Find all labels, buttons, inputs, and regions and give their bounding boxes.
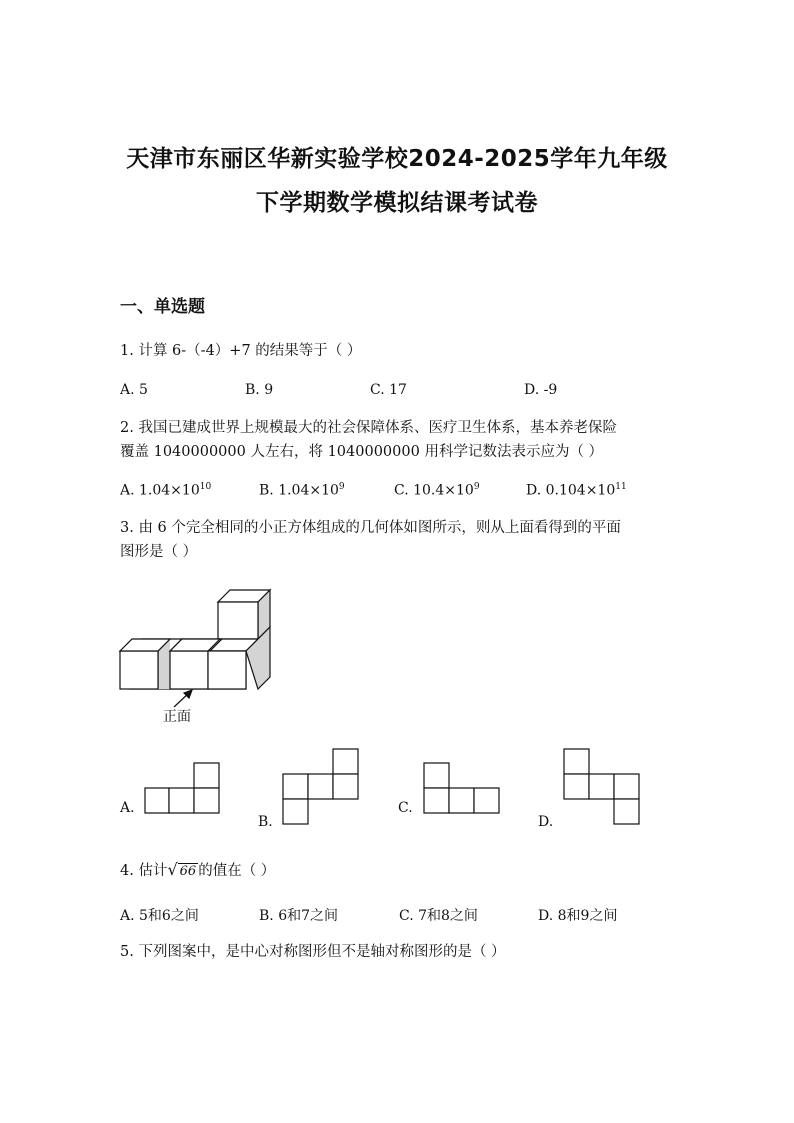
question-2-stem-line-1: 2. 我国已建成世界上规模最大的社会保障体系、医疗卫生体系，基本养老保险 bbox=[120, 420, 617, 436]
q2-option-a: A. $1.04\times 10^{10}$ bbox=[120, 482, 212, 499]
q4-option-c: C. 7和8之间 bbox=[399, 908, 478, 924]
q2-option-b: B. $1.04\times 10^9$ bbox=[259, 482, 345, 499]
cube-solid-figure bbox=[112, 582, 282, 727]
q4-prefix: 4. 估计 bbox=[120, 863, 168, 879]
q4-suffix: 的值在（ ） bbox=[198, 863, 276, 879]
q2-option-c: C. $10.4\times 10^9$ bbox=[394, 482, 480, 499]
question-5-stem: 5. 下列图案中，是中心对称图形但不是轴对称图形的是（ ） bbox=[120, 944, 506, 960]
q1-option-d: D. -9 bbox=[524, 382, 558, 398]
q3-option-c-label: C. bbox=[398, 800, 413, 816]
question-1-stem: 1. 计算 6-（-4）+7 的结果等于（ ） bbox=[120, 343, 362, 359]
q1-option-b: B. 9 bbox=[245, 382, 274, 398]
q3-option-b-figure bbox=[282, 748, 362, 828]
q2-option-d: D. $0.104\times 10^{11}$ bbox=[526, 482, 627, 499]
q3-option-c-figure bbox=[423, 761, 503, 815]
front-view-label: 正面 bbox=[163, 709, 191, 725]
question-3-stem-line-1: 3. 由 6 个完全相同的小正方体组成的几何体如图所示，则从上面看得到的平面 bbox=[120, 520, 621, 536]
q3-option-b-label: B. bbox=[258, 814, 273, 830]
question-3-stem-line-2: 图形是（ ） bbox=[120, 544, 198, 560]
document-title-line-1: 天津市东丽区华新实验学校2024-2025学年九年级 bbox=[126, 146, 668, 172]
question-2-stem-line-2: 覆盖 1040000000 人左右，将 1040000000 用科学记数法表示应为（ ） bbox=[120, 444, 604, 460]
question-4-stem bbox=[120, 858, 275, 884]
q4-option-d: D. 8和9之间 bbox=[538, 908, 618, 924]
square-root-expression bbox=[167, 858, 198, 884]
q3-option-d-figure bbox=[563, 748, 643, 828]
q3-option-a-figure bbox=[144, 761, 222, 815]
radical-sign-icon: √ bbox=[167, 860, 178, 879]
radicand: 66 bbox=[179, 864, 197, 879]
q3-option-a-label: A. bbox=[120, 800, 135, 816]
section-heading: 一、单选题 bbox=[120, 297, 205, 317]
document-title-line-2: 下学期数学模拟结课考试卷 bbox=[256, 190, 538, 216]
q3-option-d-label: D. bbox=[538, 814, 554, 830]
q4-option-b: B. 6和7之间 bbox=[259, 908, 339, 924]
q1-option-c: C. 17 bbox=[370, 382, 407, 398]
q4-option-a: A. 5和6之间 bbox=[120, 908, 199, 924]
q1-option-a: A. 5 bbox=[120, 382, 148, 398]
